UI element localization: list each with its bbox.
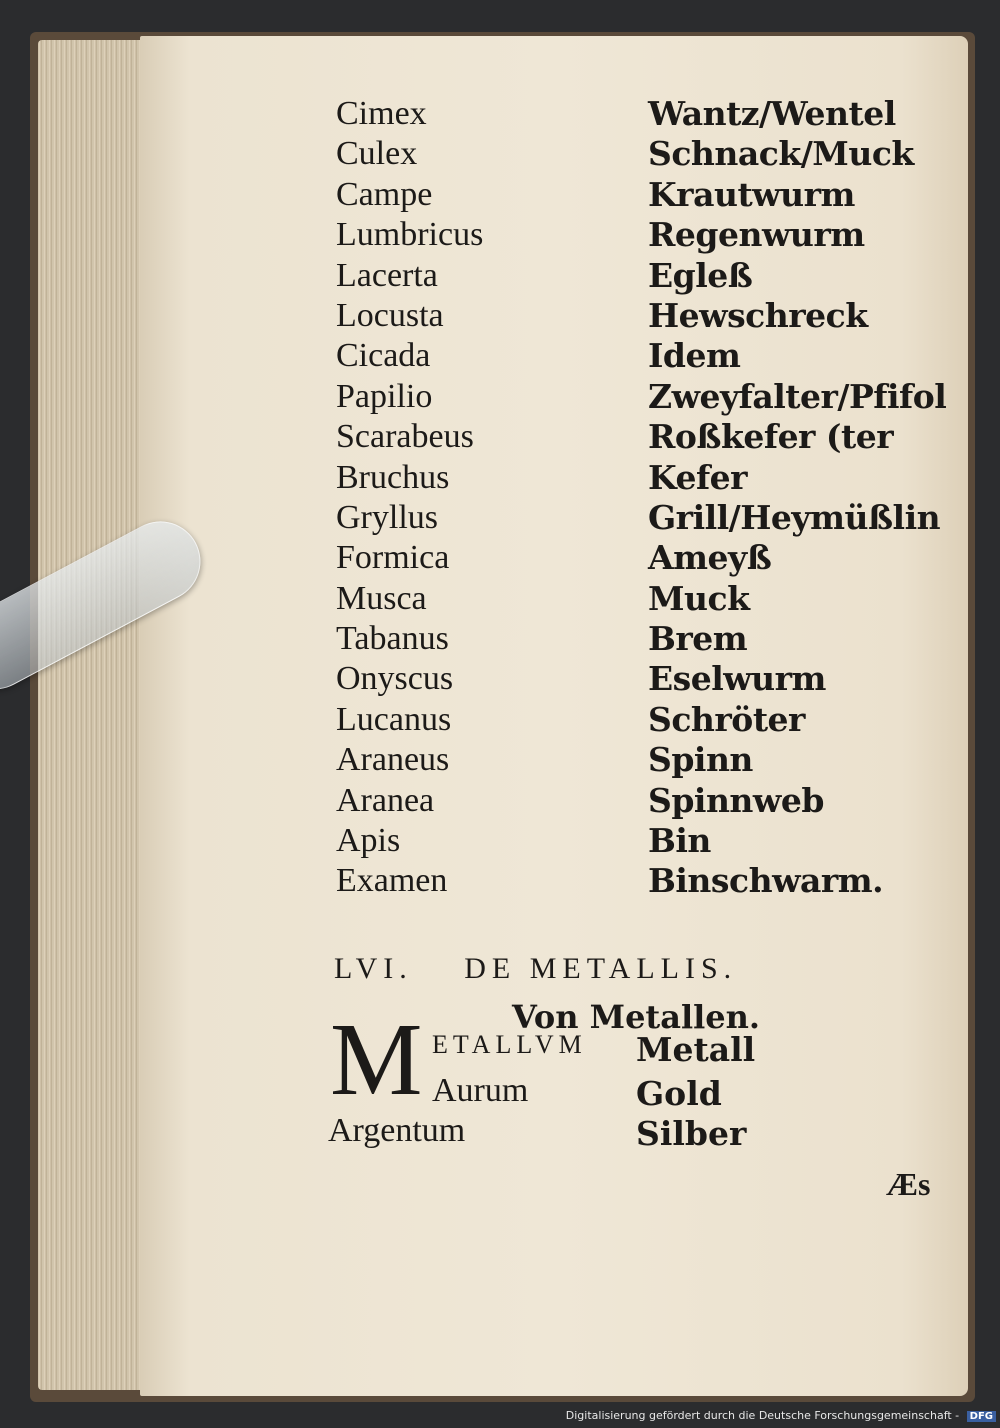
metal-latin: Argentum xyxy=(328,1112,466,1149)
german-term: Krautwurm xyxy=(648,174,855,214)
german-term: Hewschreck xyxy=(648,295,868,335)
german-term: Grill/Heymüßlin xyxy=(648,497,941,537)
german-term: Spinn xyxy=(648,740,753,780)
latin-term: Gryllus xyxy=(336,498,438,536)
section-number: LVI. xyxy=(334,952,413,985)
latin-term: Apis xyxy=(336,822,401,860)
german-term: Brem xyxy=(648,619,748,659)
latin-term: Musca xyxy=(336,579,427,617)
latin-term: Tabanus xyxy=(336,620,449,658)
german-term: Ameyß xyxy=(648,538,772,578)
latin-term: Lucanus xyxy=(336,700,452,738)
section-german-title: Von Metallen. xyxy=(512,998,761,1036)
german-term: Idem xyxy=(648,336,741,376)
section-title: DE METALLIS. xyxy=(464,952,738,985)
latin-term: Formica xyxy=(336,539,450,577)
german-term: Egleß xyxy=(648,255,753,295)
metal-german-first: Metall xyxy=(636,1030,756,1069)
german-term: Bin xyxy=(648,821,711,861)
latin-term: Lumbricus xyxy=(336,216,484,254)
german-term: Binschwarm. xyxy=(648,861,884,901)
latin-term: Bruchus xyxy=(336,458,450,496)
german-term: Muck xyxy=(648,578,750,618)
page-edges xyxy=(38,40,148,1390)
latin-term-list xyxy=(336,94,483,902)
latin-term: Examen xyxy=(336,862,448,900)
latin-term: Papilio xyxy=(336,377,433,415)
section-heading xyxy=(334,952,737,986)
latin-term: Culex xyxy=(336,135,418,173)
latin-term: Scarabeus xyxy=(336,418,474,456)
latin-term: Cicada xyxy=(336,337,431,375)
latin-term: Aranea xyxy=(336,781,435,819)
german-term: Zweyfalter/Pfifol xyxy=(648,376,947,416)
german-term: Kefer xyxy=(648,457,748,497)
german-term-list xyxy=(648,94,946,902)
german-term: Roßkefer (ter xyxy=(648,417,894,457)
german-term: Spinnweb xyxy=(648,780,824,820)
metal-latin-first: ETALLVM xyxy=(432,1030,587,1059)
footer-text: Digitalisierung gefördert durch die Deutsche Forschungsgemeinschaft - xyxy=(565,1409,960,1422)
latin-term: Araneus xyxy=(336,741,450,779)
latin-term: Locusta xyxy=(336,296,444,334)
latin-term: Onyscus xyxy=(336,660,454,698)
latin-term: Lacerta xyxy=(336,256,438,294)
metal-german: Silber xyxy=(636,1114,747,1153)
latin-term: Campe xyxy=(336,175,433,213)
german-term: Eselwurm xyxy=(648,659,826,699)
latin-term: Cimex xyxy=(336,95,427,132)
german-term: Regenwurm xyxy=(648,215,865,255)
metal-latin: Aurum xyxy=(432,1072,529,1109)
german-term: Schröter xyxy=(648,699,805,739)
drop-capital: M xyxy=(330,1002,423,1117)
footer-credit xyxy=(566,1409,996,1422)
catchword: Æs xyxy=(886,1166,931,1202)
dfg-logo: DFG xyxy=(967,1411,996,1422)
metal-german: Gold xyxy=(636,1074,722,1113)
german-term: Wantz/Wentel xyxy=(648,94,896,133)
german-term: Schnack/Muck xyxy=(648,134,914,174)
